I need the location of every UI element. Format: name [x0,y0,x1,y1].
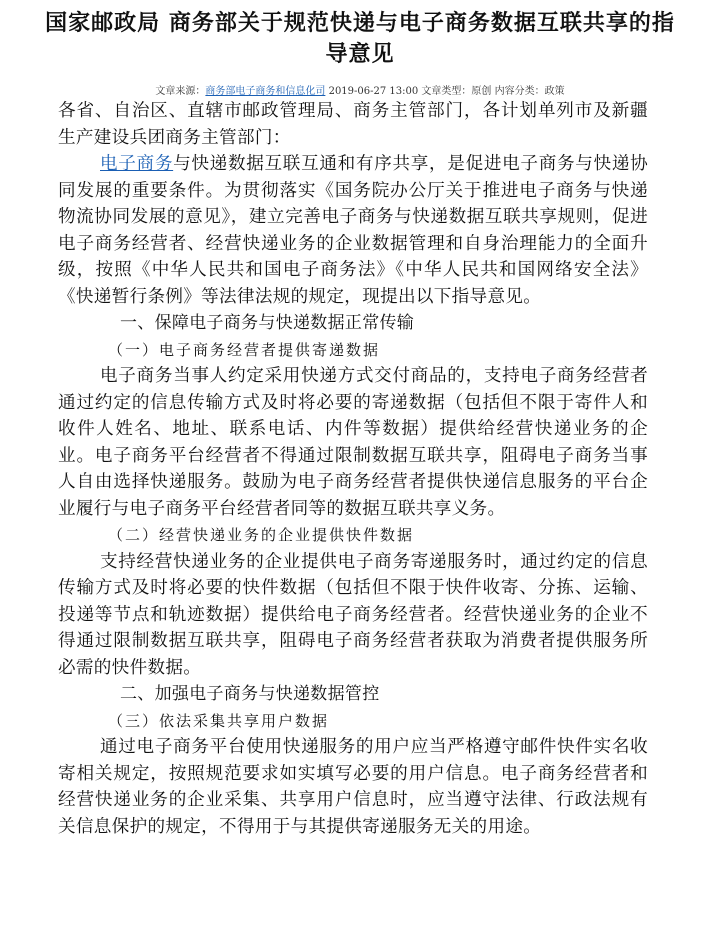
article-meta [0,82,720,97]
publish-date: 2019-06-27 13:00 [328,86,419,97]
page-title: 国家邮政局 商务部关于规范快递与电子商务数据互联共享的指导意见 [45,11,675,67]
subsection-paragraph-1: 电子商务当事人约定采用快递方式交付商品的，支持电子商务经营者通过约定的信息传输方式及时将必要的寄递数据（包括但不限于寄件人和收件人姓名、地址、联系电话、内件等数据）提供给经营快递业务的企业。电子商务平台经营者不得通过限制数据互联共享，阻碍电子商务当事人自由选择快递服务。鼓励为电子商务经营者提供快递信息服务的平台企业履行与电子商务平台经营者同等的数据互联共享义务。 [58,366,648,519]
subsection-heading-1: （一）电子商务经营者提供寄递数据 [108,340,381,359]
intro-paragraph [58,151,648,310]
section-heading-2: 二、加强电子商务与快递数据管控 [120,684,380,704]
source-label: 文章来源： [155,86,206,97]
subsection-paragraph-3: 通过电子商务平台使用快递服务的用户应当严格遵守邮件快件实名收寄相关规定，按照规范要求如实填写必要的用户信息。电子商务经营者和经营快递业务的企业采集、共享用户信息时，应当遵守法律、行政法规有关信息保护的规定，不得用于与其提供寄递服务无关的用途。 [58,737,648,837]
intro-text: 与快递数据互联互通和有序共享，是促进电子商务与快递协同发展的重要条件。为贯彻落实《国务院办公厅关于推进电子商务与快递物流协同发展的意见》，建立完善电子商务与快递数据互联共享规则，促进电子商务经营者、经营快递业务的企业数据管理和自身治理能力的全面升级，按照《中华人民共和国电子商务法》《中华人民共和国网络安全法》《快递暂行条例》等法律法规的规定，现提出以下指导意见。 [58,154,648,307]
section-heading-1: 一、保障电子商务与快递数据正常传输 [120,313,415,333]
ecommerce-link[interactable]: 电子商务 [100,154,174,174]
subsection-heading-3: （三）依法采集共享用户数据 [108,711,330,730]
type-label: 文章类型： [421,86,472,97]
subsection-heading-2: （二）经营快递业务的企业提供快件数据 [108,526,415,544]
category-label: 内容分类： [494,86,545,97]
salutation: 各省、自治区、直辖市邮政管理局、商务主管部门，各计划单列市及新疆生产建设兵团商务主管部门： [58,101,648,148]
source-link[interactable]: 商务部电子商务和信息化司 [205,86,326,97]
article-body [58,98,648,840]
category-value: 政策 [544,86,565,97]
type-value: 原创 [471,86,492,97]
subsection-paragraph-2: 支持经营快递业务的企业提供电子商务寄递服务时，通过约定的信息传输方式及时将必要的快件数据（包括但不限于快件收寄、分拣、运输、投递等节点和轨迹数据）提供给电子商务经营者。经营快递业务的企业不得通过限制数据互联共享，阻碍电子商务经营者获取为消费者提供服务所必需的快件数据。 [58,551,648,678]
